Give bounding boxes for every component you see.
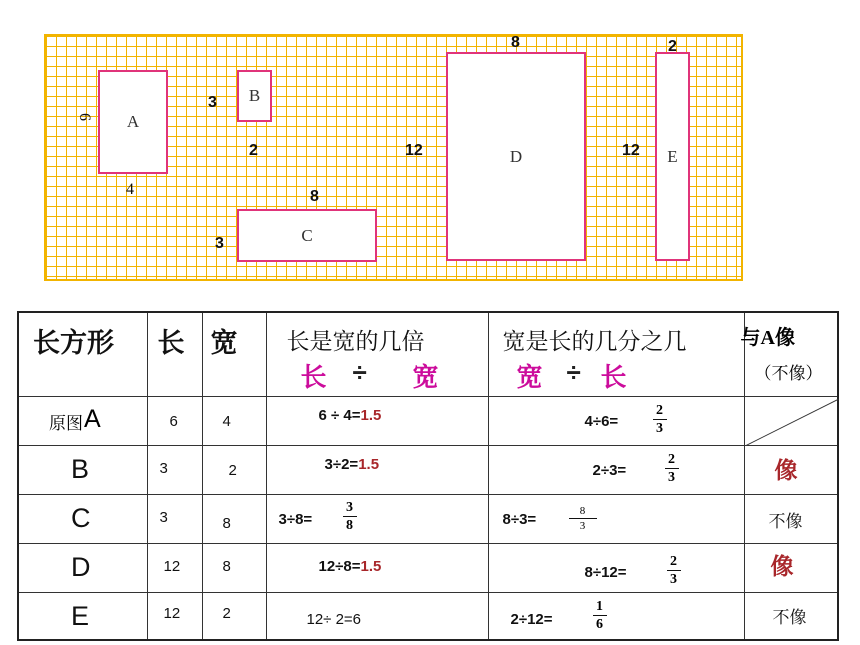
ratio-table <box>17 311 839 641</box>
rectangle-b-label: B <box>248 86 261 105</box>
table-row <box>18 543 838 592</box>
rectangle-b <box>237 70 272 122</box>
row-length: 12 <box>147 592 202 640</box>
row-length: 12 <box>147 543 202 592</box>
row-name: D <box>18 543 147 592</box>
row-similarity: 像 <box>744 445 838 494</box>
row-similarity: 不像 <box>744 494 838 543</box>
row-ratio2: 2÷12= 1 6 <box>488 592 744 640</box>
header-width: 宽 <box>202 312 266 396</box>
row-width: 8 <box>202 543 266 592</box>
header-ratio-length-over-width: 长是宽的几倍 长 ÷ 宽 <box>266 312 488 396</box>
row-length: 3 <box>147 445 202 494</box>
row-ratio2: 8÷3= 8 3 <box>488 494 744 543</box>
row-similarity <box>744 396 838 445</box>
row-name: E <box>18 592 147 640</box>
row-similarity: 像 <box>744 543 838 592</box>
row-ratio1: 3÷8= 3 8 <box>266 494 488 543</box>
row-ratio2: 8÷12= 2 3 <box>488 543 744 592</box>
rectangle-e-length: 12 <box>622 142 640 159</box>
row-width: 2 <box>202 445 266 494</box>
row-name: C <box>18 494 147 543</box>
row-length: 3 <box>147 494 202 543</box>
header-shape: 长方形 <box>18 312 147 396</box>
diagonal-slash <box>745 397 839 446</box>
row-width: 2 <box>202 592 266 640</box>
rectangle-a <box>98 70 168 174</box>
header-length: 长 <box>147 312 202 396</box>
row-ratio1: 12÷ 2=6 <box>266 592 488 640</box>
rectangle-d <box>446 52 586 261</box>
table-header-row <box>18 312 838 396</box>
header-similarity: 与A像 （不像） <box>744 312 838 396</box>
row-similarity: 不像 <box>744 592 838 640</box>
rectangle-e <box>655 52 690 261</box>
row-ratio1: 3÷2=1.5 <box>266 445 488 494</box>
rectangle-c-width: 3 <box>215 235 224 252</box>
rectangle-c-label: C <box>301 225 313 245</box>
rectangle-d-label: D <box>509 146 523 166</box>
row-ratio2: 4÷6= 2 3 <box>488 396 744 445</box>
rectangle-e-width: 2 <box>668 38 677 55</box>
header-ratio-width-over-length: 宽是长的几分之几 宽 ÷ 长 <box>488 312 744 396</box>
row-length: 6 <box>147 396 202 445</box>
rectangle-d-width: 8 <box>511 34 520 51</box>
table-row <box>18 592 838 640</box>
rectangle-a-label: A <box>126 112 140 131</box>
rectangle-a-width: 4 <box>126 181 134 198</box>
row-width: 4 <box>202 396 266 445</box>
table-row <box>18 396 838 445</box>
row-ratio2: 2÷3= 2 3 <box>488 445 744 494</box>
rectangle-e-label: E <box>667 146 678 166</box>
row-name: 原图 A <box>18 396 147 445</box>
rectangle-b-width: 2 <box>249 142 258 159</box>
rectangle-c <box>237 209 377 262</box>
rectangle-b-length: 3 <box>208 94 217 111</box>
row-name: B <box>18 445 147 494</box>
row-width: 8 <box>202 494 266 543</box>
row-ratio1: 6 ÷ 4=1.5 <box>266 396 488 445</box>
table-row <box>18 445 838 494</box>
table-row <box>18 494 838 543</box>
rectangle-d-length: 12 <box>405 142 423 159</box>
rectangle-a-length: 6 <box>76 113 93 121</box>
row-ratio1: 12÷8=1.5 <box>266 543 488 592</box>
rectangle-c-length: 8 <box>310 188 319 205</box>
